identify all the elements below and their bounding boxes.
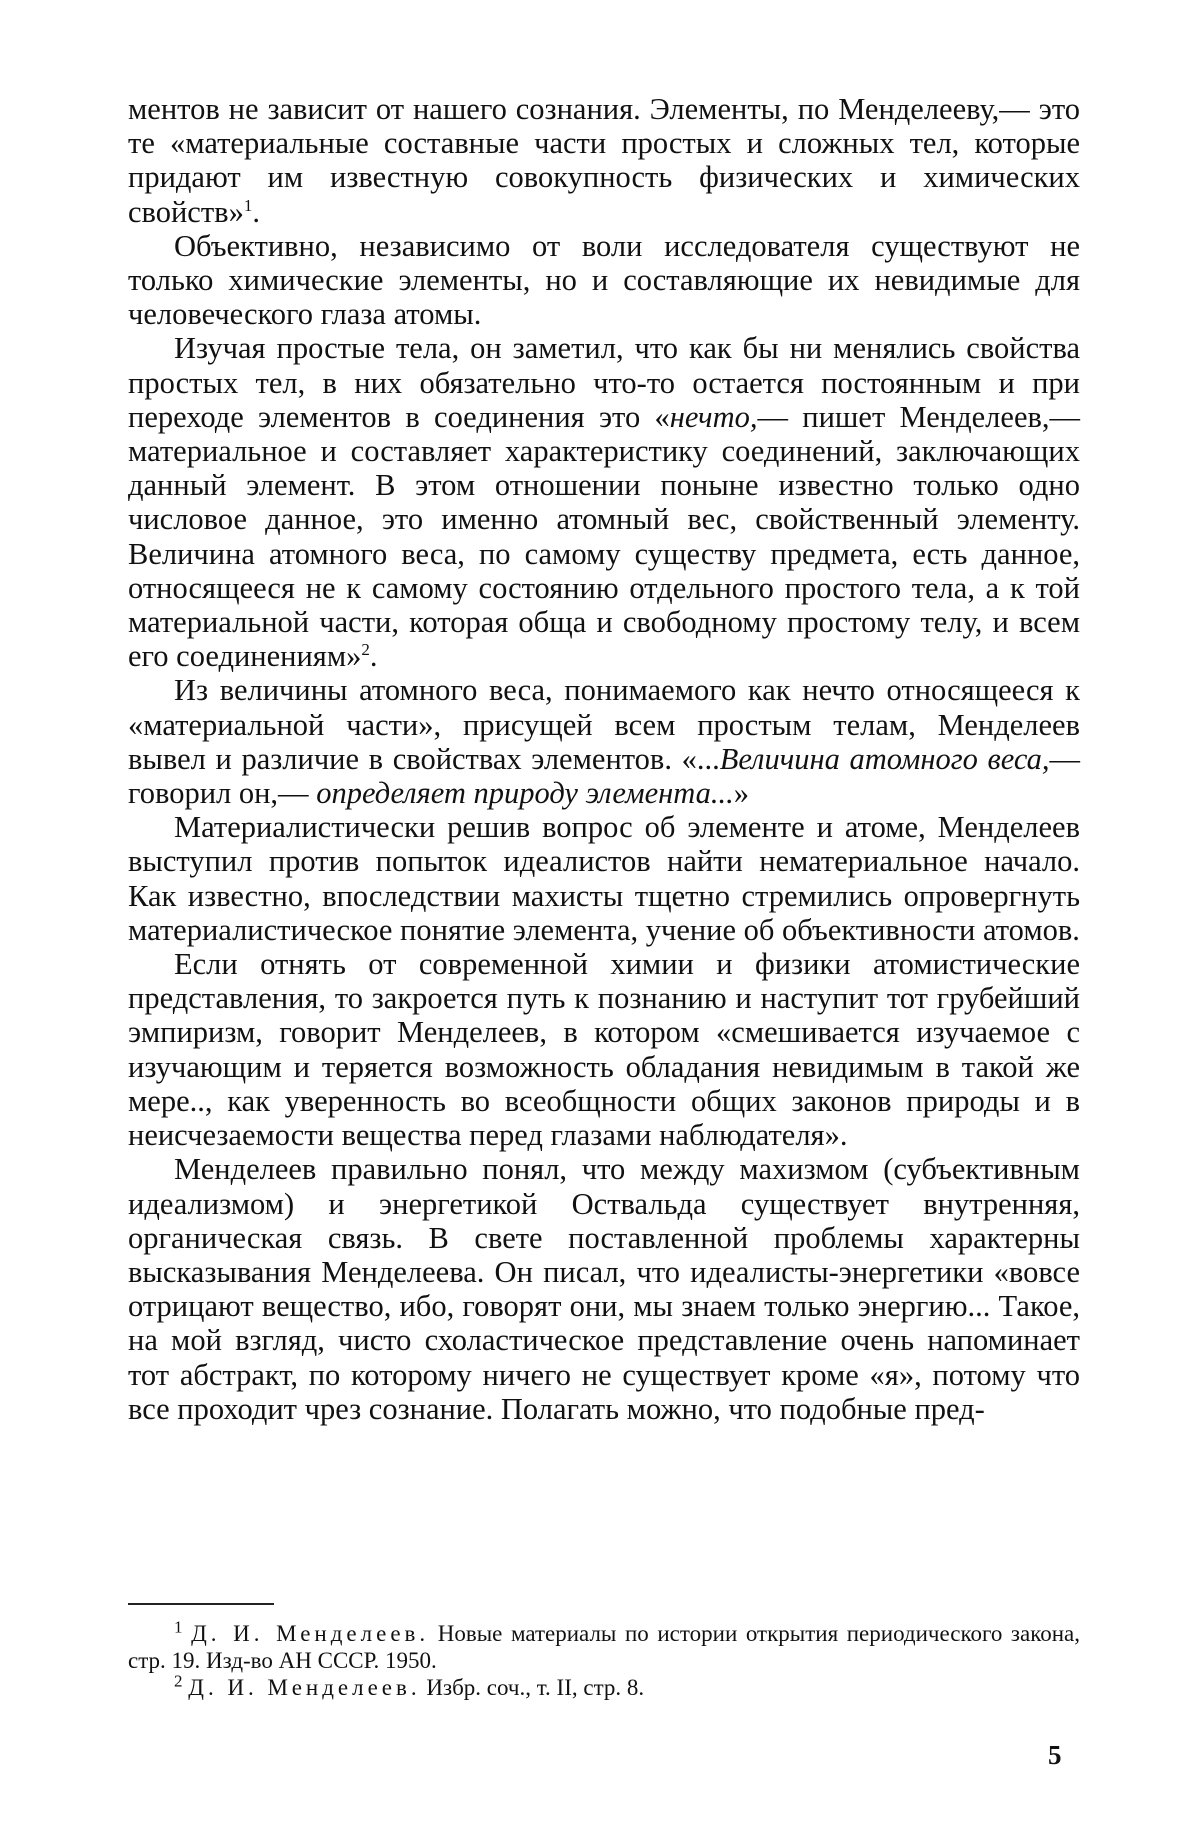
paragraph — [128, 92, 1080, 229]
footnote-reference: 1 — [243, 195, 253, 215]
paragraph — [128, 1152, 1080, 1426]
footnote-mark: 1 — [174, 1617, 183, 1637]
footnote-reference: 2 — [361, 640, 370, 660]
paragraph-text: — говорил он,— — [128, 741, 1080, 811]
footnote-mark: 2 — [174, 1671, 183, 1691]
paragraph — [128, 331, 1080, 673]
footnotes — [128, 1617, 1080, 1701]
footnote-separator — [128, 1603, 274, 1605]
page-number: 5 — [1048, 1740, 1062, 1770]
paragraph — [128, 947, 1080, 1152]
footnote — [128, 1671, 1080, 1701]
paragraph-text: — пишет Менделеев,— материальное и составляет характеристику соединений, заключающих данный элемент. В этом отношении поныне известно только одно числовое данное, это именно атомный вес, свойственный элементу. Величина атомного веса, по самому существу предмета, есть данное, относящееся не к самому состоянию отдельного простого тела, а к той материальной части, которая обща и свободному простому телу, и всем его соединениям» — [128, 399, 1081, 674]
paragraph-text: Изучая простые тела, он заметил, что как бы ни менялись свойства простых тел, в них обязательно что-то остается постоянным и при переходе элементов в соединения это « — [128, 331, 1080, 434]
punctuation: . — [252, 194, 260, 229]
paragraph-text: Объективно, независимо от воли исследователя существуют не только химические элементы, но и составляющие их невидимые для человеческого глаза атомы. — [128, 228, 1080, 332]
emphasis-text: определяет природу элемента... — [316, 776, 734, 811]
footnote-author: Д. И. Менделеев. — [191, 1621, 430, 1646]
paragraph-text: Материалистически решив вопрос об элементе и атоме, Менделеев выступил против попыток идеалистов найти нематериальное начало. Как известно, впоследствии махисты тщетно стремились опровергнуть материалистическое понятие элемента, учение об объективности атомов. — [128, 810, 1080, 947]
paragraph-text: Менделеев правильно понял, что между махизмом (субъективным идеализмом) и энергетикой Оствальда существует внутренняя, органическая связь. В свете поставленной проблемы характерны высказывания Менделеева. Он писал, что идеалисты-энергетики «вовсе отрицают вещество, ибо, говорят они, мы знаем только энергию... Такое, на мой взгляд, чисто схоластическое представление очень напоминает тот абстракт, по которому ничего не существует кроме «я», потому что все проходит чрез сознание. Полагать можно, что подобные пред- — [128, 1152, 1080, 1426]
paragraph-text: Если отнять от современной химии и физики атомистические представления, то закроется путь к познанию и наступит тот грубейший эмпиризм, говорит Менделеев, в котором «смешивается изучаемое с изучающим и теряется возможность обладания невидимым в такой же мере.., как уверенность во всеобщности общих законов природы и в неисчезаемости вещества перед глазами наблюдателя». — [128, 947, 1080, 1153]
footnote-text: Избр. соч., т. II, стр. 8. — [420, 1675, 645, 1700]
main-text — [128, 92, 1080, 1426]
paragraph — [128, 229, 1080, 332]
paragraph-text: ментов не зависит от нашего сознания. Элементы, по Менделееву,— это те «материальные составные части простых и сложных тел, которые придают им известную совокупность физических и химических свойств» — [128, 92, 1080, 229]
emphasis-text: нечто, — [669, 399, 758, 434]
paragraph — [128, 810, 1080, 947]
footnote-author: Д. И. Менделеев. — [188, 1675, 421, 1700]
paragraph-text: Из величины атомного веса, понимаемого как нечто относящееся к «материальной части», присущей всем простым телам, Менделеев вывел и различие в свойствах элементов. «... — [128, 673, 1080, 776]
punctuation: . — [369, 639, 378, 674]
footnote-text: Новые материалы по истории открытия периодического закона, стр. 19. Изд-во АН СССР. 1950. — [128, 1621, 1080, 1673]
emphasis-text: Величина атомного веса, — [719, 741, 1050, 776]
punctuation: » — [733, 776, 750, 811]
paragraph — [128, 673, 1080, 810]
footnote — [128, 1617, 1080, 1674]
